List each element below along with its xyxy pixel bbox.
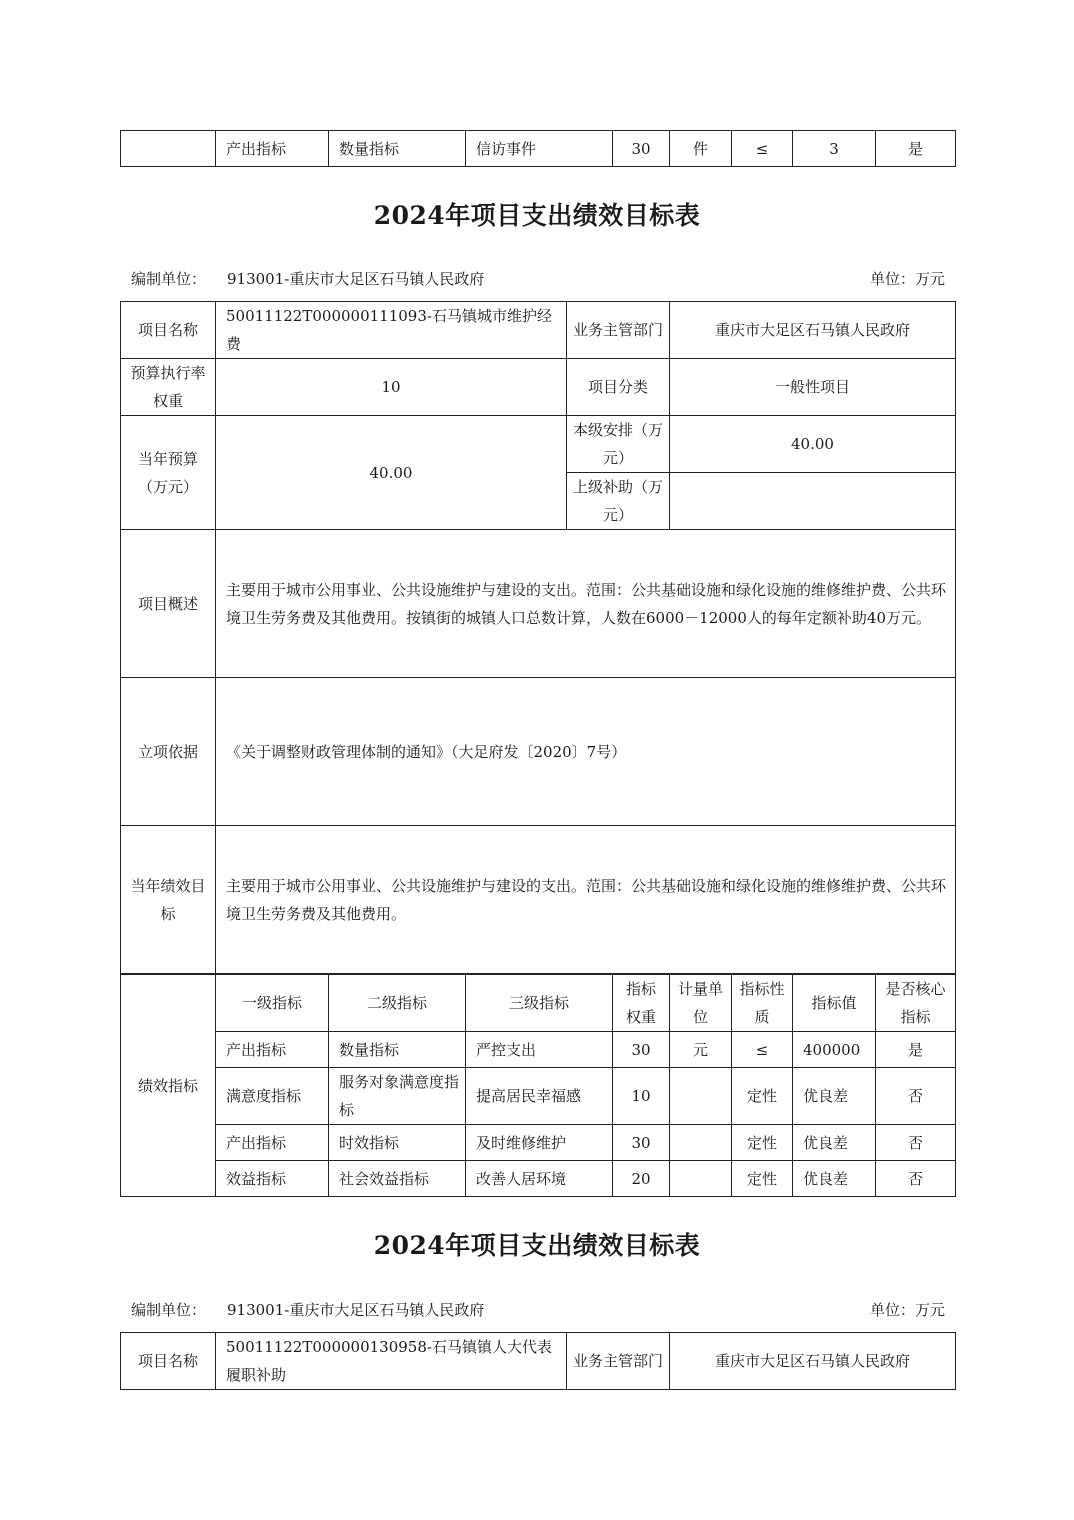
row-nature: ≤	[732, 1032, 793, 1068]
row-level1: 满意度指标	[216, 1068, 329, 1125]
budget-label: 当年预算（万元）	[121, 416, 216, 530]
nature-cell: ≤	[732, 131, 793, 167]
table-row	[121, 416, 956, 473]
header-weight: 指标权重	[613, 975, 670, 1032]
table-row	[121, 1333, 956, 1390]
table-row	[121, 1161, 956, 1197]
unit-label: 单位：万元	[869, 1301, 945, 1319]
table-row	[121, 1068, 956, 1125]
row-level1: 产出指标	[216, 1032, 329, 1068]
unit-label: 单位：万元	[869, 270, 945, 288]
local-label: 本级安排（万元）	[567, 416, 670, 473]
empty-cell	[121, 131, 216, 167]
row-level3: 改善人居环境	[466, 1161, 613, 1197]
compile-unit-label: 编制单位：	[131, 1301, 207, 1319]
header-level1: 一级指标	[216, 975, 329, 1032]
compile-meta	[131, 1299, 945, 1323]
dept-label: 业务主管部门	[567, 1333, 670, 1390]
category-label: 项目分类	[567, 359, 670, 416]
local-value: 40.00	[670, 416, 956, 473]
row-level1: 效益指标	[216, 1161, 329, 1197]
unit-cell: 件	[670, 131, 732, 167]
budget-value: 40.00	[216, 416, 567, 530]
category-value: 一般性项目	[670, 359, 956, 416]
row-unit	[670, 1068, 732, 1125]
basis-label: 立项依据	[121, 678, 216, 826]
project-name-label: 项目名称	[121, 302, 216, 359]
header-level3: 三级指标	[466, 975, 613, 1032]
section-title: 2024年项目支出绩效目标表	[373, 1231, 701, 1260]
row-weight: 20	[613, 1161, 670, 1197]
row-weight: 10	[613, 1068, 670, 1125]
row-level3: 严控支出	[466, 1032, 613, 1068]
header-nature: 指标性质	[732, 975, 793, 1032]
row-weight: 30	[613, 1032, 670, 1068]
table-row	[121, 1032, 956, 1068]
overview-label: 项目概述	[121, 530, 216, 678]
level1-cell: 产出指标	[216, 131, 329, 167]
table-row	[121, 302, 956, 359]
project-info-table	[120, 301, 956, 974]
header-level2: 二级指标	[329, 975, 466, 1032]
row-core: 是	[876, 1032, 956, 1068]
goal-label: 当年绩效目标	[121, 826, 216, 974]
compile-unit-value: 913001-重庆市大足区石马镇人民政府	[227, 1301, 485, 1319]
table-row	[121, 1125, 956, 1161]
level3-cell: 信访事件	[466, 131, 613, 167]
row-unit	[670, 1125, 732, 1161]
table-row	[121, 826, 956, 974]
row-level2: 服务对象满意度指标	[329, 1068, 466, 1125]
project-name-value: 50011122T000000130958-石马镇镇人大代表履职补助	[216, 1333, 567, 1390]
row-unit	[670, 1161, 732, 1197]
top-continuation-table	[120, 130, 956, 167]
dept-label: 业务主管部门	[567, 302, 670, 359]
table-row	[121, 678, 956, 826]
compile-unit-label: 编制单位：	[131, 270, 207, 288]
row-unit: 元	[670, 1032, 732, 1068]
row-level2: 时效指标	[329, 1125, 466, 1161]
performance-table	[120, 974, 956, 1197]
row-nature: 定性	[732, 1068, 793, 1125]
table-row	[121, 359, 956, 416]
row-level1: 产出指标	[216, 1125, 329, 1161]
row-value: 400000	[793, 1032, 876, 1068]
compile-unit-value: 913001-重庆市大足区石马镇人民政府	[227, 270, 485, 288]
row-value: 优良差	[793, 1125, 876, 1161]
compile-meta	[131, 268, 945, 292]
dept-value: 重庆市大足区石马镇人民政府	[670, 302, 956, 359]
core-cell: 是	[876, 131, 956, 167]
exec-weight-value: 10	[216, 359, 567, 416]
upper-value	[670, 473, 956, 530]
row-core: 否	[876, 1125, 956, 1161]
project-name-value: 50011122T000000111093-石马镇城市维护经费	[216, 302, 567, 359]
row-value: 优良差	[793, 1068, 876, 1125]
row-nature: 定性	[732, 1161, 793, 1197]
level2-cell: 数量指标	[329, 131, 466, 167]
dept-value: 重庆市大足区石马镇人民政府	[670, 1333, 956, 1390]
exec-weight-label: 预算执行率权重	[121, 359, 216, 416]
project-name-label: 项目名称	[121, 1333, 216, 1390]
row-core: 否	[876, 1068, 956, 1125]
weight-cell: 30	[613, 131, 670, 167]
header-value: 指标值	[793, 975, 876, 1032]
header-core: 是否核心指标	[876, 975, 956, 1032]
table-row	[121, 530, 956, 678]
header-unit: 计量单位	[670, 975, 732, 1032]
upper-label: 上级补助（万元）	[567, 473, 670, 530]
table-row	[121, 131, 956, 167]
table-header-row	[121, 975, 956, 1032]
row-nature: 定性	[732, 1125, 793, 1161]
row-level3: 提高居民幸福感	[466, 1068, 613, 1125]
row-level3: 及时维修维护	[466, 1125, 613, 1161]
row-core: 否	[876, 1161, 956, 1197]
row-level2: 社会效益指标	[329, 1161, 466, 1197]
row-weight: 30	[613, 1125, 670, 1161]
basis-text: 《关于调整财政管理体制的通知》（大足府发〔2020〕7号）	[216, 678, 956, 826]
project-info-table	[120, 1332, 956, 1390]
section-title: 2024年项目支出绩效目标表	[373, 201, 701, 230]
value-cell: 3	[793, 131, 876, 167]
row-level2: 数量指标	[329, 1032, 466, 1068]
perf-label: 绩效指标	[121, 975, 216, 1197]
goal-text: 主要用于城市公用事业、公共设施维护与建设的支出。范围：公共基础设施和绿化设施的维修维护费、公共环境卫生劳务费及其他费用。	[216, 826, 956, 974]
row-value: 优良差	[793, 1161, 876, 1197]
overview-text: 主要用于城市公用事业、公共设施维护与建设的支出。范围：公共基础设施和绿化设施的维修维护费、公共环境卫生劳务费及其他费用。按镇街的城镇人口总数计算，人数在6000－12000人的每年定额补助40万元。	[216, 530, 956, 678]
